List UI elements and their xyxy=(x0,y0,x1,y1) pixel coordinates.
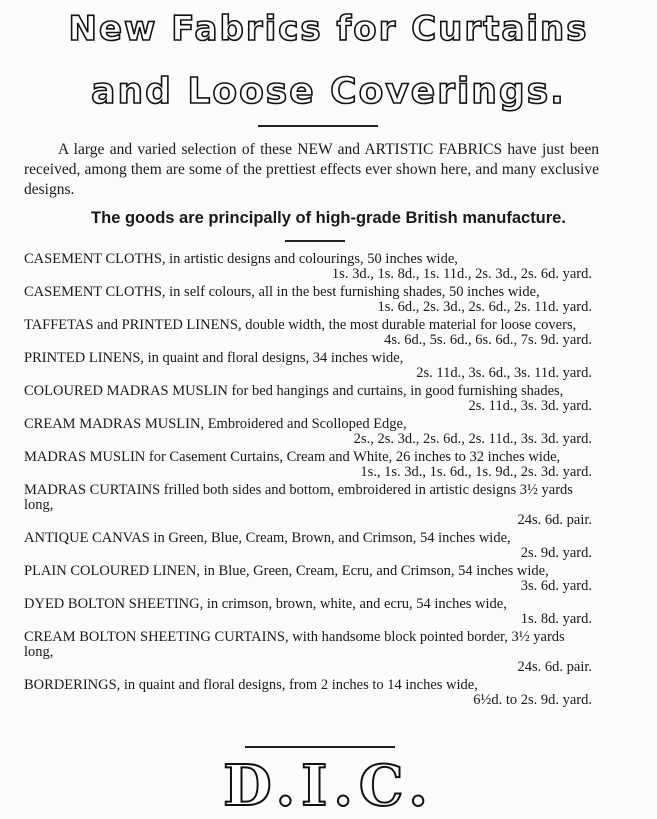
item-description: ANTIQUE CANVAS in Green, Blue, Cream, Brown, and Crimson, 54 inches wide, xyxy=(24,530,511,546)
item-price: 1s. 3d., 1s. 8d., 1s. 11d., 2s. 3d., 2s. 6d. yard. xyxy=(331,266,592,282)
item-price: 3s. 6d. yard. xyxy=(520,578,592,594)
item-description: MADRAS MUSLIN for Casement Curtains, Cream and White, 26 inches to 32 inches wide, xyxy=(24,449,561,465)
headline-line-2: and Loose Coverings. xyxy=(91,71,566,112)
list-item xyxy=(24,564,592,594)
item-price: 2s. 11d., 3s. 3d. yard. xyxy=(468,398,592,414)
item-description: CREAM MADRAS MUSLIN, Embroidered and Scolloped Edge, xyxy=(24,416,407,432)
fabric-list xyxy=(24,252,592,711)
list-item xyxy=(24,450,592,480)
item-description: BORDERINGS, in quaint and floral designs, from 2 inches to 14 inches wide, xyxy=(24,677,478,693)
divider-bottom xyxy=(245,746,395,748)
list-item xyxy=(24,351,592,381)
item-description: PLAIN COLOURED LINEN, in Blue, Green, Cream, Ecru, and Crimson, 54 inches wide, xyxy=(24,563,549,579)
divider-top xyxy=(258,125,378,127)
item-description: COLOURED MADRAS MUSLIN for bed hangings and curtains, in good furnishing shades, xyxy=(24,383,564,399)
item-price: 1s., 1s. 3d., 1s. 6d., 1s. 9d., 2s. 3d. yard. xyxy=(360,464,592,480)
intro-paragraph: A large and varied selection of these NEW and ARTISTIC FABRICS have just been received, among them are some of the prettiest effects ever shown here, and many exclusive designs. xyxy=(24,141,599,198)
list-item xyxy=(24,597,592,627)
list-item xyxy=(24,417,592,447)
list-item xyxy=(24,678,592,708)
item-price: 1s. 8d. yard. xyxy=(520,611,592,627)
item-price: 4s. 6d., 5s. 6d., 6s. 6d., 7s. 9d. yard. xyxy=(384,332,592,348)
list-item xyxy=(24,285,592,315)
item-price: 24s. 6d. pair. xyxy=(517,512,592,528)
item-price: 2s. 11d., 3s. 6d., 3s. 11d. yard. xyxy=(416,365,592,381)
list-item xyxy=(24,384,592,414)
item-description: MADRAS CURTAINS frilled both sides and bottom, embroidered in artistic designs 3½ yards long, xyxy=(24,482,573,513)
list-item xyxy=(24,483,592,528)
item-description: CREAM BOLTON SHEETING CURTAINS, with handsome block pointed border, 3½ yards long, xyxy=(24,629,565,660)
list-item xyxy=(24,252,592,282)
item-description: PRINTED LINENS, in quaint and floral designs, 34 inches wide, xyxy=(24,350,404,366)
item-price: 24s. 6d. pair. xyxy=(517,659,592,675)
list-item xyxy=(24,630,592,675)
divider-middle xyxy=(285,240,345,242)
item-price: 1s. 6d., 2s. 3d., 2s. 6d., 2s. 11d. yard. xyxy=(377,299,592,315)
item-price: 2s., 2s. 3d., 2s. 6d., 2s. 11d., 3s. 3d. yard. xyxy=(353,431,592,447)
item-price: 2s. 9d. yard. xyxy=(520,545,592,561)
item-description: CASEMENT CLOTHS, in artistic designs and colourings, 50 inches wide, xyxy=(24,251,458,267)
store-logo: D.I.C. xyxy=(223,753,434,819)
item-description: DYED BOLTON SHEETING, in crimson, brown, white, and ecru, 54 inches wide, xyxy=(24,596,507,612)
principal-statement: The goods are principally of high-grade British manufacture. xyxy=(91,209,566,227)
item-price: 6½d. to 2s. 9d. yard. xyxy=(473,692,592,708)
item-description: TAFFETAS and PRINTED LINENS, double width, the most durable material for loose covers, xyxy=(24,317,577,333)
list-item xyxy=(24,531,592,561)
list-item xyxy=(24,318,592,348)
item-description: CASEMENT CLOTHS, in self colours, all in the best furnishing shades, 50 inches wide, xyxy=(24,284,540,300)
headline-line-1: New Fabrics for Curtains xyxy=(68,9,589,49)
